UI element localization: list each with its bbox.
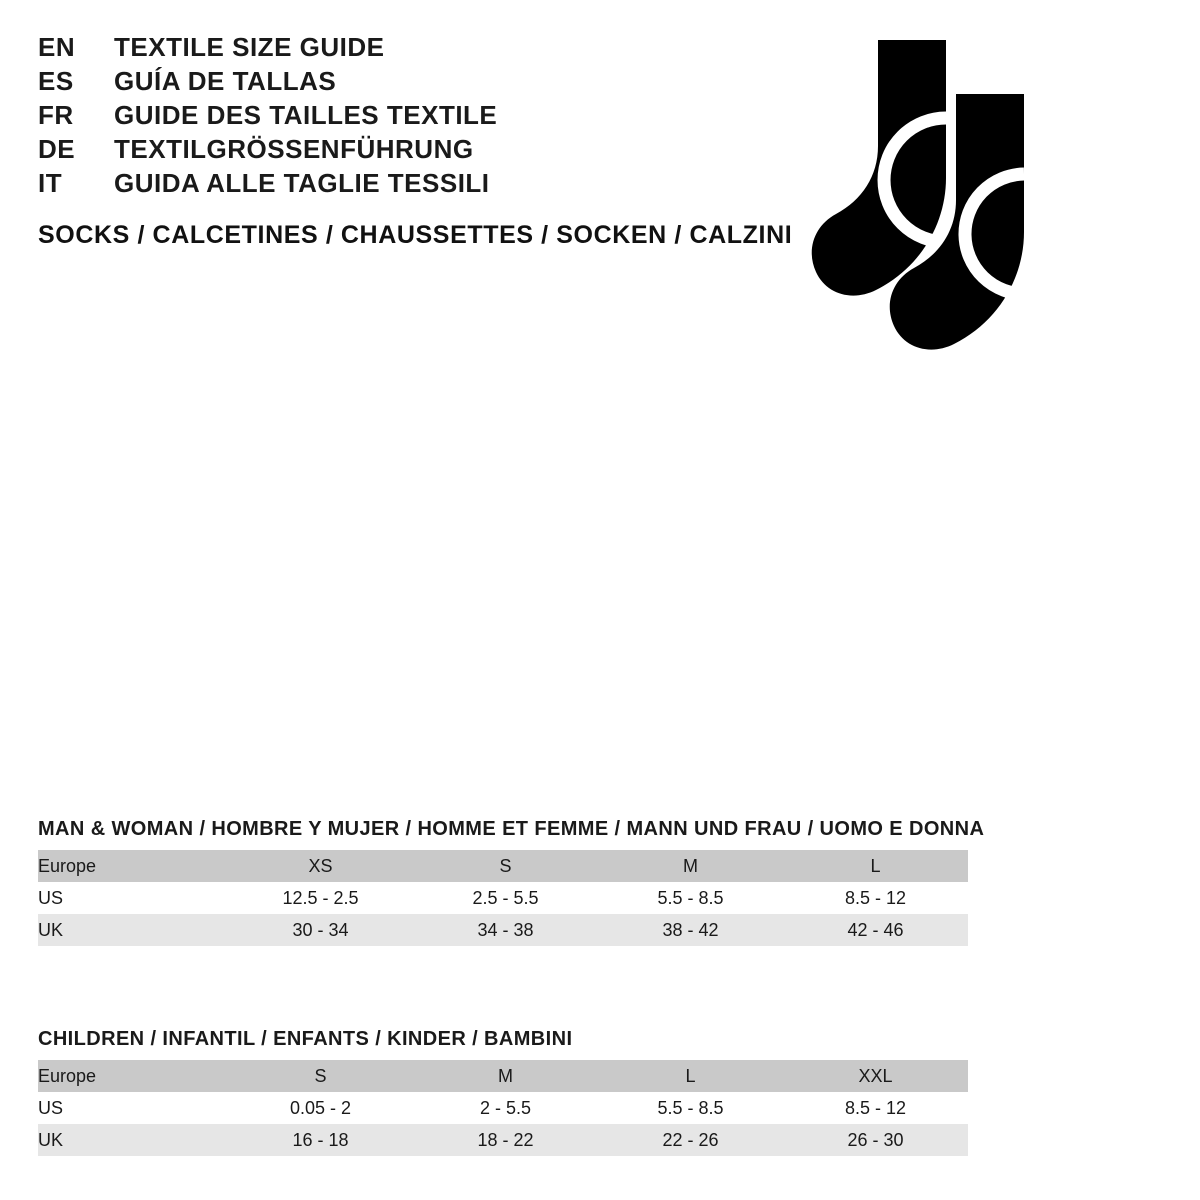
table-cell: M bbox=[413, 1060, 598, 1092]
table-row bbox=[38, 1124, 968, 1156]
table-row bbox=[38, 1092, 968, 1124]
language-row bbox=[38, 168, 798, 199]
language-row bbox=[38, 32, 798, 63]
table-cell: 5.5 - 8.5 bbox=[598, 882, 783, 914]
row-label: Europe bbox=[38, 1060, 228, 1092]
table-cell: XXL bbox=[783, 1060, 968, 1092]
language-row bbox=[38, 134, 798, 165]
table-cell: 22 - 26 bbox=[598, 1124, 783, 1156]
table-cell: M bbox=[598, 850, 783, 882]
language-title: GUIDE DES TAILLES TEXTILE bbox=[114, 100, 498, 130]
table-cell: L bbox=[783, 850, 968, 882]
row-label: US bbox=[38, 882, 228, 914]
table-cell: 12.5 - 2.5 bbox=[228, 882, 413, 914]
table-cell: 8.5 - 12 bbox=[783, 1092, 968, 1124]
table-row bbox=[38, 1060, 968, 1092]
table-cell: 8.5 - 12 bbox=[783, 882, 968, 914]
header-block bbox=[38, 32, 798, 250]
table-cell: S bbox=[413, 850, 598, 882]
table-cell: 26 - 30 bbox=[783, 1124, 968, 1156]
table-cell: L bbox=[598, 1060, 783, 1092]
man-woman-size-table-block bbox=[38, 818, 985, 946]
language-title: TEXTILE SIZE GUIDE bbox=[114, 32, 385, 62]
table-title: CHILDREN / INFANTIL / ENFANTS / KINDER / BAMBINI bbox=[38, 1028, 573, 1050]
size-table bbox=[38, 850, 968, 946]
table-cell: 34 - 38 bbox=[413, 914, 598, 946]
row-label: UK bbox=[38, 914, 228, 946]
row-label: US bbox=[38, 1092, 228, 1124]
table-cell: S bbox=[228, 1060, 413, 1092]
row-label: Europe bbox=[38, 850, 228, 882]
table-title: MAN & WOMAN / HOMBRE Y MUJER / HOMME ET FEMME / MANN UND FRAU / UOMO E DONNA bbox=[38, 818, 985, 840]
table-cell: 18 - 22 bbox=[413, 1124, 598, 1156]
table-row bbox=[38, 850, 968, 882]
table-cell: 2.5 - 5.5 bbox=[413, 882, 598, 914]
table-row bbox=[38, 914, 968, 946]
language-title: GUIDA ALLE TAGLIE TESSILI bbox=[114, 168, 490, 198]
row-label: UK bbox=[38, 1124, 228, 1156]
table-cell: XS bbox=[228, 850, 413, 882]
product-category-label: SOCKS / CALCETINES / CHAUSSETTES / SOCKEN / CALZINI bbox=[38, 221, 793, 249]
table-cell: 38 - 42 bbox=[598, 914, 783, 946]
table-row bbox=[38, 882, 968, 914]
table-cell: 0.05 - 2 bbox=[228, 1092, 413, 1124]
table-cell: 2 - 5.5 bbox=[413, 1092, 598, 1124]
children-size-table-block bbox=[38, 1028, 968, 1156]
table-cell: 42 - 46 bbox=[783, 914, 968, 946]
language-title: TEXTILGRÖSSENFÜHRUNG bbox=[114, 134, 474, 164]
language-code: IT bbox=[38, 168, 63, 198]
language-row bbox=[38, 66, 798, 97]
language-code: DE bbox=[38, 134, 76, 164]
language-code: FR bbox=[38, 100, 74, 130]
socks-icon bbox=[800, 28, 1140, 368]
table-cell: 30 - 34 bbox=[228, 914, 413, 946]
table-cell: 5.5 - 8.5 bbox=[598, 1092, 783, 1124]
table-cell: 16 - 18 bbox=[228, 1124, 413, 1156]
language-code: ES bbox=[38, 66, 74, 96]
language-title: GUÍA DE TALLAS bbox=[114, 66, 337, 96]
language-row bbox=[38, 100, 798, 131]
language-code: EN bbox=[38, 32, 76, 62]
size-table bbox=[38, 1060, 968, 1156]
